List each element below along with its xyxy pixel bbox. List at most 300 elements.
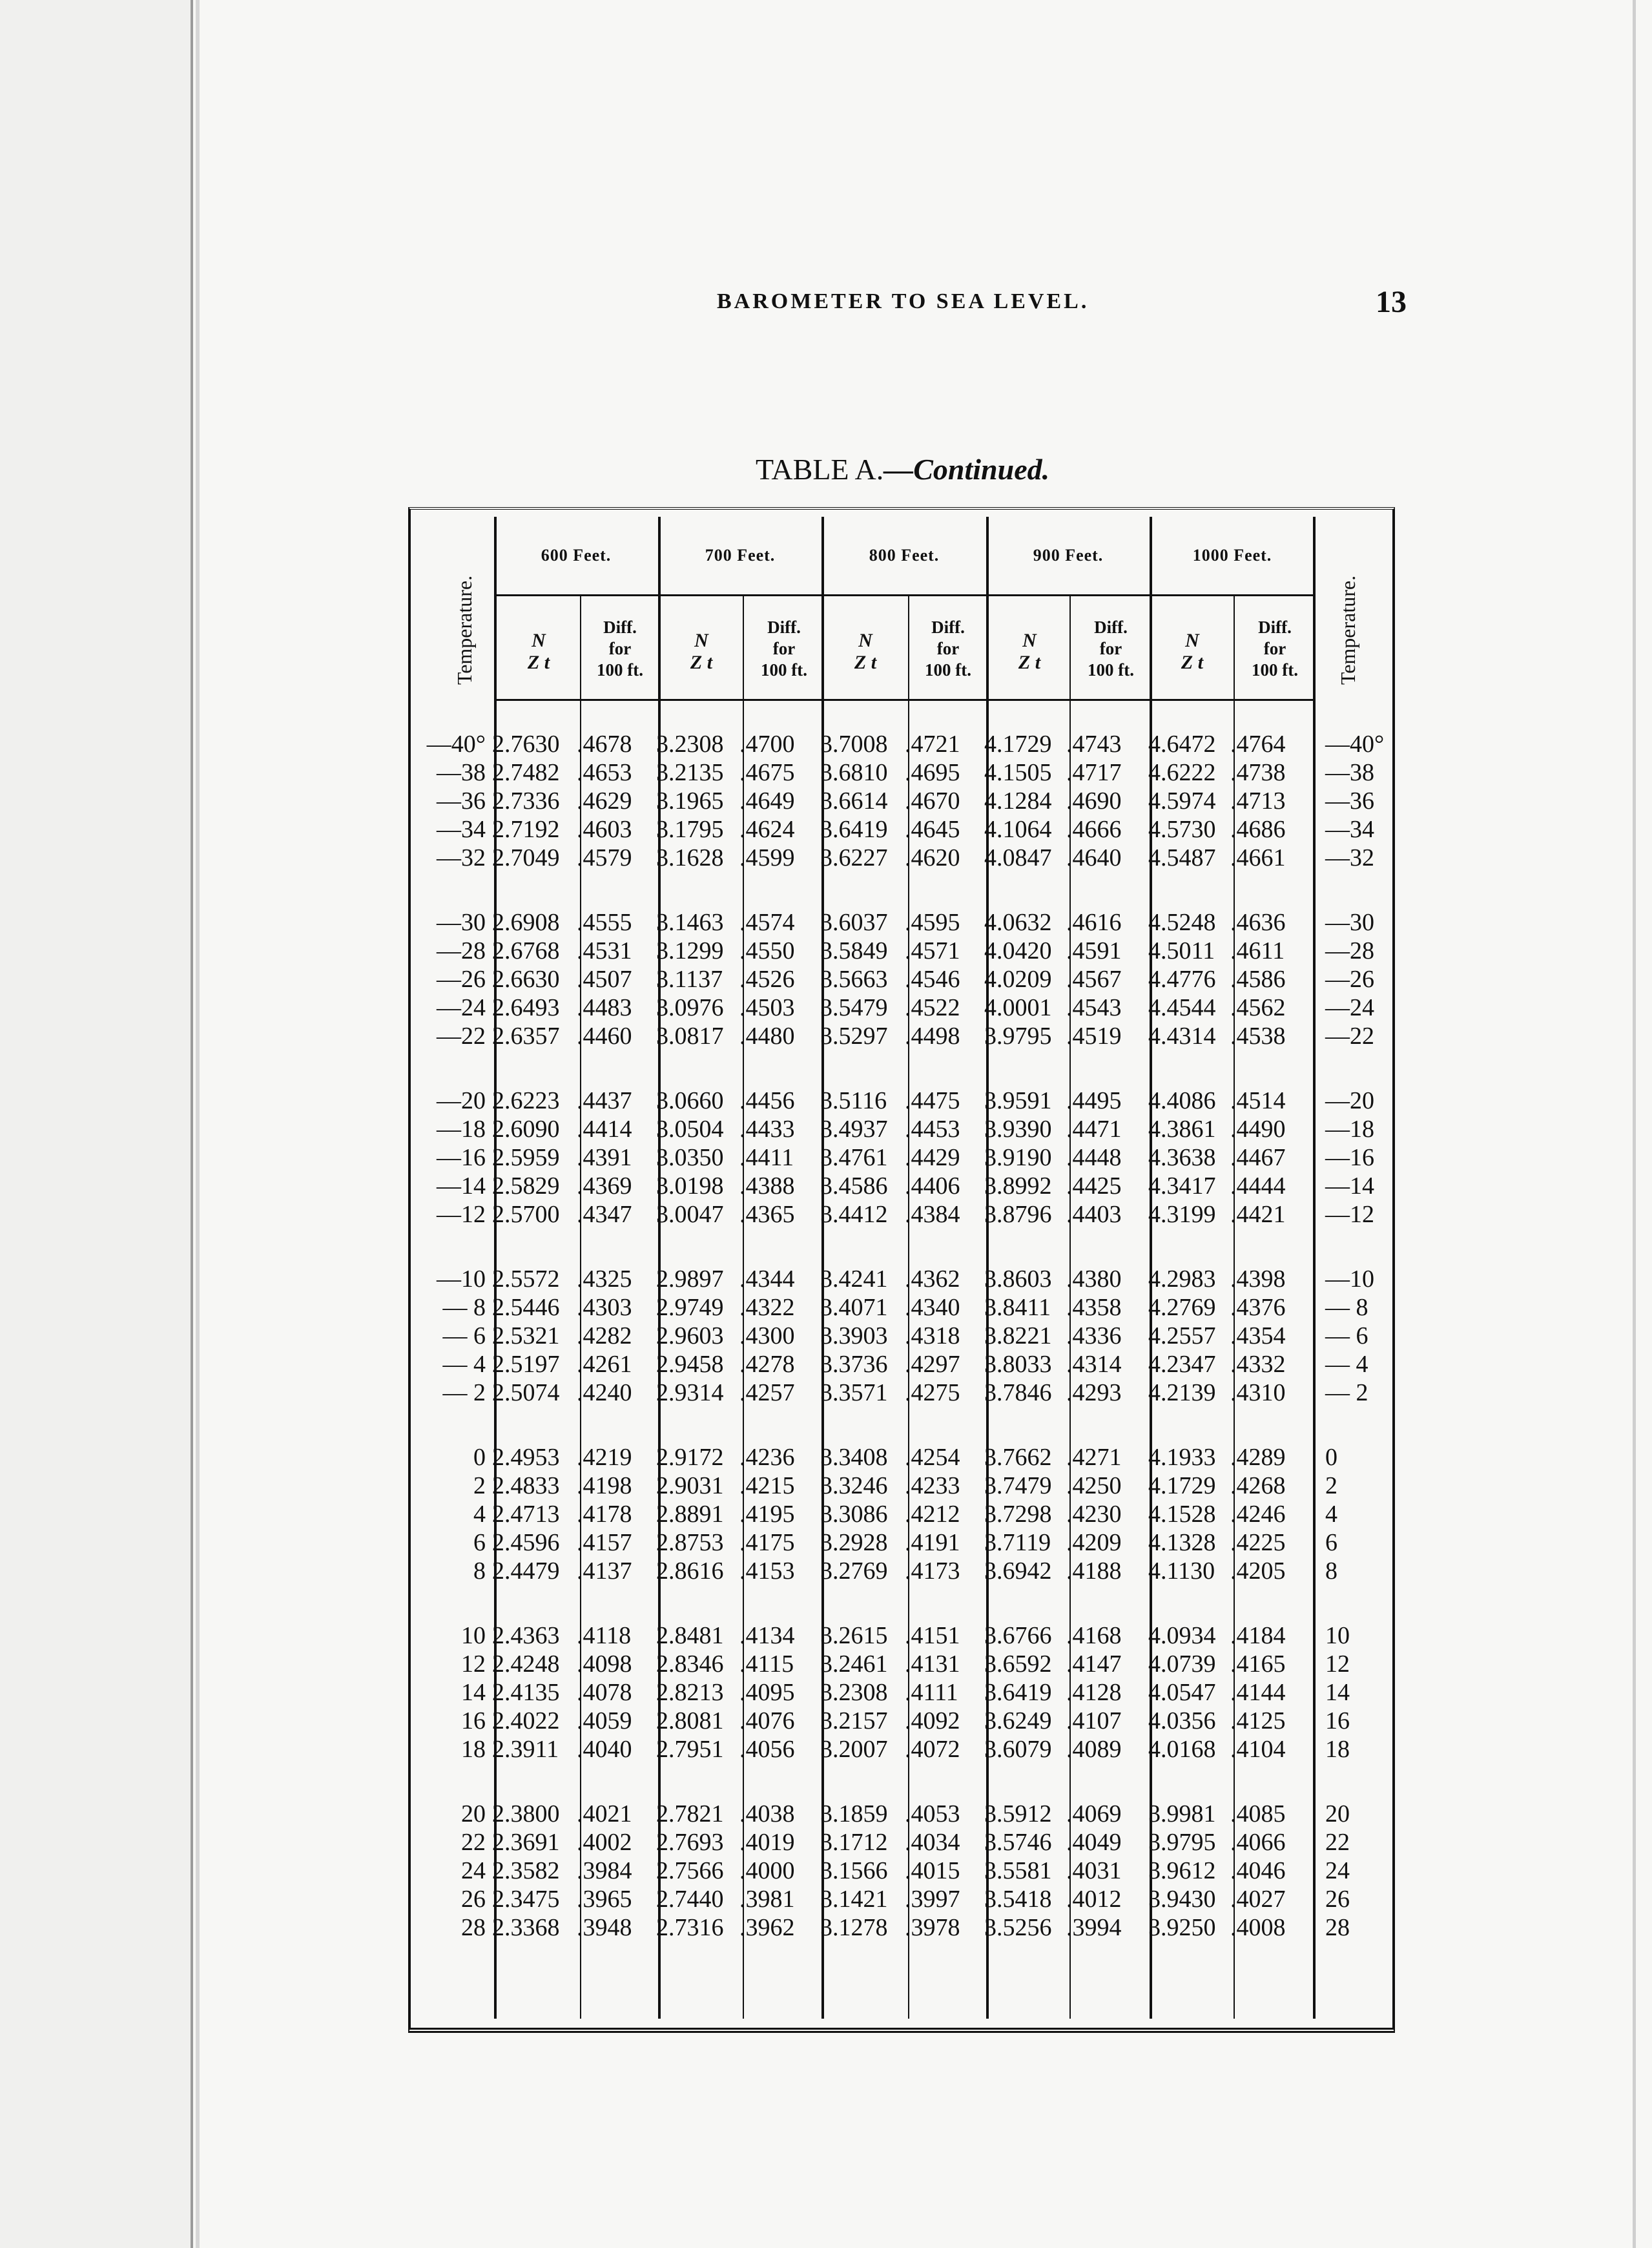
diff-cell: .4411 <box>739 1144 794 1171</box>
table-row <box>0 1735 1652 1764</box>
n-zt-cell: 2.5700 <box>492 1201 560 1228</box>
n-zt-cell: 4.1505 <box>984 759 1052 786</box>
table-row <box>0 1857 1652 1885</box>
n-zt-cell: 4.4314 <box>1148 1023 1216 1050</box>
n-zt-cell: 3.3903 <box>820 1322 888 1349</box>
n-zt-cell: 3.2007 <box>820 1736 888 1763</box>
n-zt-cell: 3.6249 <box>984 1707 1052 1734</box>
diff-cell: .4178 <box>577 1501 632 1528</box>
diff-cell: .4721 <box>905 731 960 758</box>
n-zt-cell: 2.5572 <box>492 1265 560 1293</box>
temperature-cell-left: — 4 <box>442 1351 486 1378</box>
temperature-cell-right: — 4 <box>1325 1351 1368 1378</box>
diff-cell: .4000 <box>739 1857 795 1884</box>
n-zt-cell: 4.1328 <box>1148 1529 1216 1556</box>
n-zt-cell: 3.5297 <box>820 1023 888 1050</box>
diff-cell: .4240 <box>577 1379 632 1406</box>
diff-cell: .4391 <box>577 1144 632 1171</box>
diff-cell: .3981 <box>739 1886 795 1913</box>
temperature-cell-left: —22 <box>437 1023 486 1050</box>
diff-cell: .4076 <box>739 1707 795 1734</box>
n-zt-cell: 2.7951 <box>656 1736 724 1763</box>
diff-cell: .4579 <box>577 844 632 871</box>
diff-cell: .4300 <box>739 1322 795 1349</box>
table-row <box>0 1293 1652 1322</box>
n-zt-cell: 2.5446 <box>492 1294 560 1321</box>
diff-cell: .4571 <box>905 937 960 964</box>
table-row <box>0 815 1652 844</box>
temperature-cell-right: —38 <box>1325 759 1374 786</box>
subheader-n-zt: N Z t <box>1181 630 1204 673</box>
temperature-cell-right: — 6 <box>1325 1322 1368 1349</box>
diff-cell: .4475 <box>905 1087 960 1114</box>
n-zt-cell: 2.6090 <box>492 1116 560 1143</box>
subheader-diff: Diff. for 100 ft. <box>1252 618 1298 680</box>
n-zt-cell: 3.9390 <box>984 1116 1052 1143</box>
n-zt-cell: 3.9612 <box>1148 1857 1216 1884</box>
temperature-cell-right: 22 <box>1325 1829 1350 1856</box>
diff-cell: .4555 <box>577 909 632 936</box>
diff-cell: .4538 <box>1230 1023 1286 1050</box>
diff-cell: .4215 <box>739 1472 795 1499</box>
diff-cell: .4429 <box>905 1144 960 1171</box>
n-zt-cell: 2.4833 <box>492 1472 560 1499</box>
n-zt-cell: 2.9031 <box>656 1472 724 1499</box>
n-zt-cell: 3.2928 <box>820 1529 888 1556</box>
n-zt-cell: 3.2157 <box>820 1707 888 1734</box>
diff-cell: .4107 <box>1066 1707 1122 1734</box>
feet-header: 600 Feet. <box>541 546 612 565</box>
diff-cell: .4053 <box>905 1800 960 1827</box>
diff-cell: .4303 <box>577 1294 632 1321</box>
diff-cell: .4526 <box>739 966 795 993</box>
diff-cell: .4236 <box>739 1444 795 1471</box>
n-zt-cell: 4.0632 <box>984 909 1052 936</box>
diff-cell: .4188 <box>1066 1557 1122 1585</box>
diff-cell: .4700 <box>739 731 795 758</box>
n-zt-cell: 3.1299 <box>656 937 724 964</box>
diff-cell: .4640 <box>1066 844 1122 871</box>
temperature-cell-left: 20 <box>461 1800 486 1827</box>
n-zt-cell: 4.5974 <box>1148 787 1216 815</box>
diff-cell: .4531 <box>577 937 632 964</box>
diff-cell: .4562 <box>1230 994 1286 1021</box>
n-zt-cell: 4.1064 <box>984 816 1052 843</box>
table-row <box>0 1087 1652 1115</box>
diff-cell: .4403 <box>1066 1201 1122 1228</box>
temperature-cell-left: 22 <box>461 1829 486 1856</box>
temperature-cell-right: 12 <box>1325 1650 1350 1678</box>
diff-cell: .4031 <box>1066 1857 1122 1884</box>
n-zt-cell: 2.4363 <box>492 1622 560 1649</box>
temperature-cell-left: 12 <box>461 1650 486 1678</box>
n-zt-cell: 2.3911 <box>492 1736 559 1763</box>
temperature-cell-right: —40° <box>1325 731 1385 758</box>
n-zt-cell: 2.7316 <box>656 1914 724 1941</box>
diff-cell: .4354 <box>1230 1322 1286 1349</box>
table-row <box>0 1500 1652 1528</box>
temperature-cell-right: —32 <box>1325 844 1374 871</box>
diff-cell: .4686 <box>1230 816 1286 843</box>
diff-cell: .4115 <box>739 1650 794 1678</box>
n-zt-cell: 3.7119 <box>984 1529 1051 1556</box>
diff-cell: .4137 <box>577 1557 632 1585</box>
diff-cell: .4603 <box>577 816 632 843</box>
diff-cell: .4153 <box>739 1557 795 1585</box>
diff-cell: .4611 <box>1230 937 1285 964</box>
diff-cell: .4713 <box>1230 787 1286 815</box>
n-zt-cell: 3.4937 <box>820 1116 888 1143</box>
diff-cell: .4358 <box>1066 1294 1122 1321</box>
n-zt-cell: 3.1628 <box>656 844 724 871</box>
temperature-header-right: Temperature. <box>1336 575 1360 685</box>
diff-cell: .4437 <box>577 1087 632 1114</box>
n-zt-cell: 2.3800 <box>492 1800 560 1827</box>
diff-cell: .4675 <box>739 759 795 786</box>
n-zt-cell: 3.6942 <box>984 1557 1052 1585</box>
diff-cell: .4225 <box>1230 1529 1286 1556</box>
n-zt-cell: 2.7440 <box>656 1886 724 1913</box>
n-zt-cell: 3.6419 <box>984 1679 1052 1706</box>
diff-cell: .4595 <box>905 909 960 936</box>
n-zt-cell: 2.3582 <box>492 1857 560 1884</box>
diff-cell: .4233 <box>905 1472 960 1499</box>
diff-cell: .4293 <box>1066 1379 1122 1406</box>
n-zt-cell: 3.1463 <box>656 909 724 936</box>
temperature-cell-left: 26 <box>461 1886 486 1913</box>
n-zt-cell: 2.3475 <box>492 1886 560 1913</box>
n-zt-cell: 3.9981 <box>1148 1800 1216 1827</box>
n-zt-cell: 4.6222 <box>1148 759 1216 786</box>
table-row <box>0 1828 1652 1857</box>
temperature-cell-left: —16 <box>437 1144 486 1171</box>
temperature-cell-right: 20 <box>1325 1800 1350 1827</box>
diff-cell: .4104 <box>1230 1736 1286 1763</box>
n-zt-cell: 2.8081 <box>656 1707 724 1734</box>
n-zt-cell: 2.4479 <box>492 1557 560 1585</box>
n-zt-cell: 3.3736 <box>820 1351 888 1378</box>
temperature-cell-left: —30 <box>437 909 486 936</box>
diff-cell: .4591 <box>1066 937 1122 964</box>
n-zt-cell: 2.5197 <box>492 1351 560 1378</box>
diff-cell: .4717 <box>1066 759 1122 786</box>
n-zt-cell: 2.4713 <box>492 1501 560 1528</box>
diff-cell: .4467 <box>1230 1144 1286 1171</box>
diff-cell: .4332 <box>1230 1351 1286 1378</box>
n-zt-cell: 3.1965 <box>656 787 724 815</box>
diff-cell: .4444 <box>1230 1172 1286 1200</box>
n-zt-cell: 2.5959 <box>492 1144 560 1171</box>
n-zt-cell: 3.1137 <box>656 966 723 993</box>
diff-cell: .4271 <box>1066 1444 1122 1471</box>
diff-cell: .4095 <box>739 1679 795 1706</box>
subheader-diff: Diff. for 100 ft. <box>1088 618 1134 680</box>
temperature-cell-left: —38 <box>437 759 486 786</box>
n-zt-cell: 3.2308 <box>656 731 724 758</box>
diff-cell: .4098 <box>577 1650 632 1678</box>
n-zt-cell: 3.6810 <box>820 759 888 786</box>
temperature-cell-left: 4 <box>473 1501 486 1528</box>
n-zt-cell: 3.4586 <box>820 1172 888 1200</box>
diff-cell: .4616 <box>1066 909 1122 936</box>
diff-cell: .4038 <box>739 1800 795 1827</box>
n-zt-cell: 3.9430 <box>1148 1886 1216 1913</box>
n-zt-cell: 4.1729 <box>1148 1472 1216 1499</box>
diff-cell: .4049 <box>1066 1829 1122 1856</box>
diff-cell: .4620 <box>905 844 960 871</box>
diff-cell: .4325 <box>577 1265 632 1293</box>
diff-cell: .4336 <box>1066 1322 1122 1349</box>
diff-cell: .4157 <box>577 1529 632 1556</box>
n-zt-cell: 3.9250 <box>1148 1914 1216 1941</box>
temperature-cell-left: — 2 <box>442 1379 486 1406</box>
diff-cell: .4278 <box>739 1351 795 1378</box>
diff-cell: .4056 <box>739 1736 795 1763</box>
n-zt-cell: 3.8992 <box>984 1172 1052 1200</box>
temperature-cell-right: 28 <box>1325 1914 1350 1941</box>
table-row <box>0 1115 1652 1143</box>
diff-cell: .4599 <box>739 844 795 871</box>
n-zt-cell: 4.0356 <box>1148 1707 1216 1734</box>
table-row <box>0 965 1652 994</box>
diff-cell: .4433 <box>739 1116 795 1143</box>
diff-cell: .4282 <box>577 1322 632 1349</box>
table-row <box>0 730 1652 758</box>
n-zt-cell: 3.7008 <box>820 731 888 758</box>
diff-cell: .3984 <box>577 1857 632 1884</box>
diff-cell: .3948 <box>577 1914 632 1941</box>
temperature-cell-right: —22 <box>1325 1023 1374 1050</box>
n-zt-cell: 4.5248 <box>1148 909 1216 936</box>
diff-cell: .4514 <box>1230 1087 1286 1114</box>
n-zt-cell: 2.7482 <box>492 759 560 786</box>
diff-cell: .4550 <box>739 937 795 964</box>
n-zt-cell: 4.5487 <box>1148 844 1216 871</box>
diff-cell: .4543 <box>1066 994 1122 1021</box>
n-zt-cell: 4.1729 <box>984 731 1052 758</box>
n-zt-cell: 3.5116 <box>820 1087 887 1114</box>
n-zt-cell: 3.4412 <box>820 1201 888 1228</box>
n-zt-cell: 3.2615 <box>820 1622 888 1649</box>
temperature-cell-left: 14 <box>461 1679 486 1706</box>
table-row <box>0 1022 1652 1050</box>
n-zt-cell: 3.7479 <box>984 1472 1052 1499</box>
diff-cell: .4184 <box>1230 1622 1286 1649</box>
temperature-cell-right: —30 <box>1325 909 1374 936</box>
temperature-cell-right: —24 <box>1325 994 1374 1021</box>
n-zt-cell: 3.9190 <box>984 1144 1052 1171</box>
n-zt-cell: 3.6079 <box>984 1736 1052 1763</box>
diff-cell: .4254 <box>905 1444 960 1471</box>
temperature-cell-left: —40° <box>426 731 486 758</box>
diff-cell: .4128 <box>1066 1679 1122 1706</box>
temperature-cell-left: —32 <box>437 844 486 871</box>
diff-cell: .3965 <box>577 1886 632 1913</box>
diff-cell: .4421 <box>1230 1201 1286 1228</box>
n-zt-cell: 2.7630 <box>492 731 560 758</box>
n-zt-cell: 3.0350 <box>656 1144 724 1171</box>
n-zt-cell: 2.6630 <box>492 966 560 993</box>
temperature-cell-left: 10 <box>461 1622 486 1649</box>
table-title-main: TABLE A. <box>756 453 884 486</box>
temperature-cell-left: — 6 <box>442 1322 486 1349</box>
diff-cell: .4175 <box>739 1529 795 1556</box>
diff-cell: .4624 <box>739 816 795 843</box>
diff-cell: .4034 <box>905 1829 960 1856</box>
temperature-cell-right: 26 <box>1325 1886 1350 1913</box>
diff-cell: .3978 <box>905 1914 960 1941</box>
n-zt-cell: 2.8891 <box>656 1501 724 1528</box>
diff-cell: .4205 <box>1230 1557 1286 1585</box>
diff-cell: .4092 <box>905 1707 960 1734</box>
n-zt-cell: 3.6614 <box>820 787 888 815</box>
temperature-cell-left: —36 <box>437 787 486 815</box>
n-zt-cell: 3.0976 <box>656 994 724 1021</box>
n-zt-cell: 3.6227 <box>820 844 888 871</box>
diff-cell: .4027 <box>1230 1886 1286 1913</box>
temperature-cell-left: 8 <box>473 1557 486 1585</box>
n-zt-cell: 3.8221 <box>984 1322 1052 1349</box>
diff-cell: .4168 <box>1066 1622 1122 1649</box>
subheader-n-zt: N Z t <box>690 630 713 673</box>
table-row <box>0 1707 1652 1735</box>
table-row <box>0 1557 1652 1585</box>
temperature-cell-left: —28 <box>437 937 486 964</box>
n-zt-cell: 2.8616 <box>656 1557 724 1585</box>
n-zt-cell: 3.5256 <box>984 1914 1052 1941</box>
temperature-cell-right: 2 <box>1325 1472 1337 1499</box>
n-zt-cell: 2.7192 <box>492 816 560 843</box>
n-zt-cell: 2.8213 <box>656 1679 724 1706</box>
n-zt-cell: 3.0660 <box>656 1087 724 1114</box>
diff-cell: .3994 <box>1066 1914 1122 1941</box>
diff-cell: .4425 <box>1066 1172 1122 1200</box>
diff-cell: .4111 <box>905 1679 958 1706</box>
temperature-cell-left: —18 <box>437 1116 486 1143</box>
n-zt-cell: 4.5011 <box>1148 937 1215 964</box>
n-zt-cell: 3.1421 <box>820 1886 888 1913</box>
n-zt-cell: 3.8411 <box>984 1294 1051 1321</box>
diff-cell: .4743 <box>1066 731 1122 758</box>
n-zt-cell: 3.5581 <box>984 1857 1052 1884</box>
diff-cell: .4376 <box>1230 1294 1286 1321</box>
table-row <box>0 1528 1652 1557</box>
diff-cell: .4678 <box>577 731 632 758</box>
diff-cell: .4089 <box>1066 1736 1122 1763</box>
temperature-cell-right: —10 <box>1325 1265 1374 1293</box>
diff-cell: .4219 <box>577 1444 632 1471</box>
table-title <box>756 452 1049 486</box>
n-zt-cell: 4.0001 <box>984 994 1052 1021</box>
diff-cell: .4195 <box>739 1501 795 1528</box>
diff-cell: .4310 <box>1230 1379 1286 1406</box>
n-zt-cell: 4.1130 <box>1148 1557 1215 1585</box>
n-zt-cell: 3.0047 <box>656 1201 724 1228</box>
diff-cell: .4567 <box>1066 966 1122 993</box>
temperature-cell-right: 16 <box>1325 1707 1350 1734</box>
diff-cell: .4498 <box>905 1023 960 1050</box>
n-zt-cell: 3.1795 <box>656 816 724 843</box>
n-zt-cell: 3.4761 <box>820 1144 888 1171</box>
diff-cell: .4380 <box>1066 1265 1122 1293</box>
n-zt-cell: 2.4953 <box>492 1444 560 1471</box>
n-zt-cell: 4.3861 <box>1148 1116 1216 1143</box>
diff-cell: .4546 <box>905 966 960 993</box>
diff-cell: .4460 <box>577 1023 632 1050</box>
diff-cell: .4645 <box>905 816 960 843</box>
diff-cell: .4257 <box>739 1379 795 1406</box>
n-zt-cell: 3.8033 <box>984 1351 1052 1378</box>
n-zt-cell: 2.7049 <box>492 844 560 871</box>
diff-cell: .4362 <box>905 1265 960 1293</box>
n-zt-cell: 3.7298 <box>984 1501 1052 1528</box>
n-zt-cell: 3.2461 <box>820 1650 888 1678</box>
table-row <box>0 1143 1652 1172</box>
subheader-n-zt: N Z t <box>854 630 877 673</box>
diff-cell: .4250 <box>1066 1472 1122 1499</box>
n-zt-cell: 3.6592 <box>984 1650 1052 1678</box>
diff-cell: .4522 <box>905 994 960 1021</box>
temperature-cell-left: 18 <box>461 1736 486 1763</box>
n-zt-cell: 2.6908 <box>492 909 560 936</box>
temperature-cell-right: —26 <box>1325 966 1374 993</box>
diff-cell: .4666 <box>1066 816 1122 843</box>
temperature-cell-left: 2 <box>473 1472 486 1499</box>
temperature-cell-right: 6 <box>1325 1529 1337 1556</box>
n-zt-cell: 2.6493 <box>492 994 560 1021</box>
diff-cell: .4066 <box>1230 1829 1286 1856</box>
n-zt-cell: 4.6472 <box>1148 731 1216 758</box>
diff-cell: .4369 <box>577 1172 632 1200</box>
temperature-cell-right: —14 <box>1325 1172 1374 1200</box>
diff-cell: .4297 <box>905 1351 960 1378</box>
temperature-cell-left: 28 <box>461 1914 486 1941</box>
n-zt-cell: 4.3199 <box>1148 1201 1216 1228</box>
n-zt-cell: 2.9314 <box>656 1379 724 1406</box>
diff-cell: .4483 <box>577 994 632 1021</box>
diff-cell: .4015 <box>905 1857 960 1884</box>
temperature-cell-right: —34 <box>1325 816 1374 843</box>
diff-cell: .4209 <box>1066 1529 1122 1556</box>
n-zt-cell: 3.3408 <box>820 1444 888 1471</box>
n-zt-cell: 3.6419 <box>820 816 888 843</box>
subheader-diff: Diff. for 100 ft. <box>597 618 643 680</box>
n-zt-cell: 4.0739 <box>1148 1650 1216 1678</box>
diff-cell: .4019 <box>739 1829 795 1856</box>
n-zt-cell: 3.6037 <box>820 909 888 936</box>
diff-cell: .4134 <box>739 1622 795 1649</box>
temperature-cell-left: —20 <box>437 1087 486 1114</box>
temperature-cell-left: 16 <box>461 1707 486 1734</box>
n-zt-cell: 3.7846 <box>984 1379 1052 1406</box>
diff-cell: .4230 <box>1066 1501 1122 1528</box>
n-zt-cell: 3.1278 <box>820 1914 888 1941</box>
n-zt-cell: 2.9172 <box>656 1444 724 1471</box>
temperature-cell-right: 4 <box>1325 1501 1337 1528</box>
n-zt-cell: 4.0547 <box>1148 1679 1216 1706</box>
n-zt-cell: 3.1859 <box>820 1800 888 1827</box>
n-zt-cell: 3.2769 <box>820 1557 888 1585</box>
diff-cell: .4347 <box>577 1201 632 1228</box>
n-zt-cell: 4.2139 <box>1148 1379 1216 1406</box>
n-zt-cell: 2.4022 <box>492 1707 560 1734</box>
diff-cell: .4173 <box>905 1557 960 1585</box>
temperature-cell-right: —16 <box>1325 1144 1374 1171</box>
diff-cell: .4040 <box>577 1736 632 1763</box>
n-zt-cell: 3.6766 <box>984 1622 1052 1649</box>
n-zt-cell: 4.2769 <box>1148 1294 1216 1321</box>
n-zt-cell: 2.6768 <box>492 937 560 964</box>
